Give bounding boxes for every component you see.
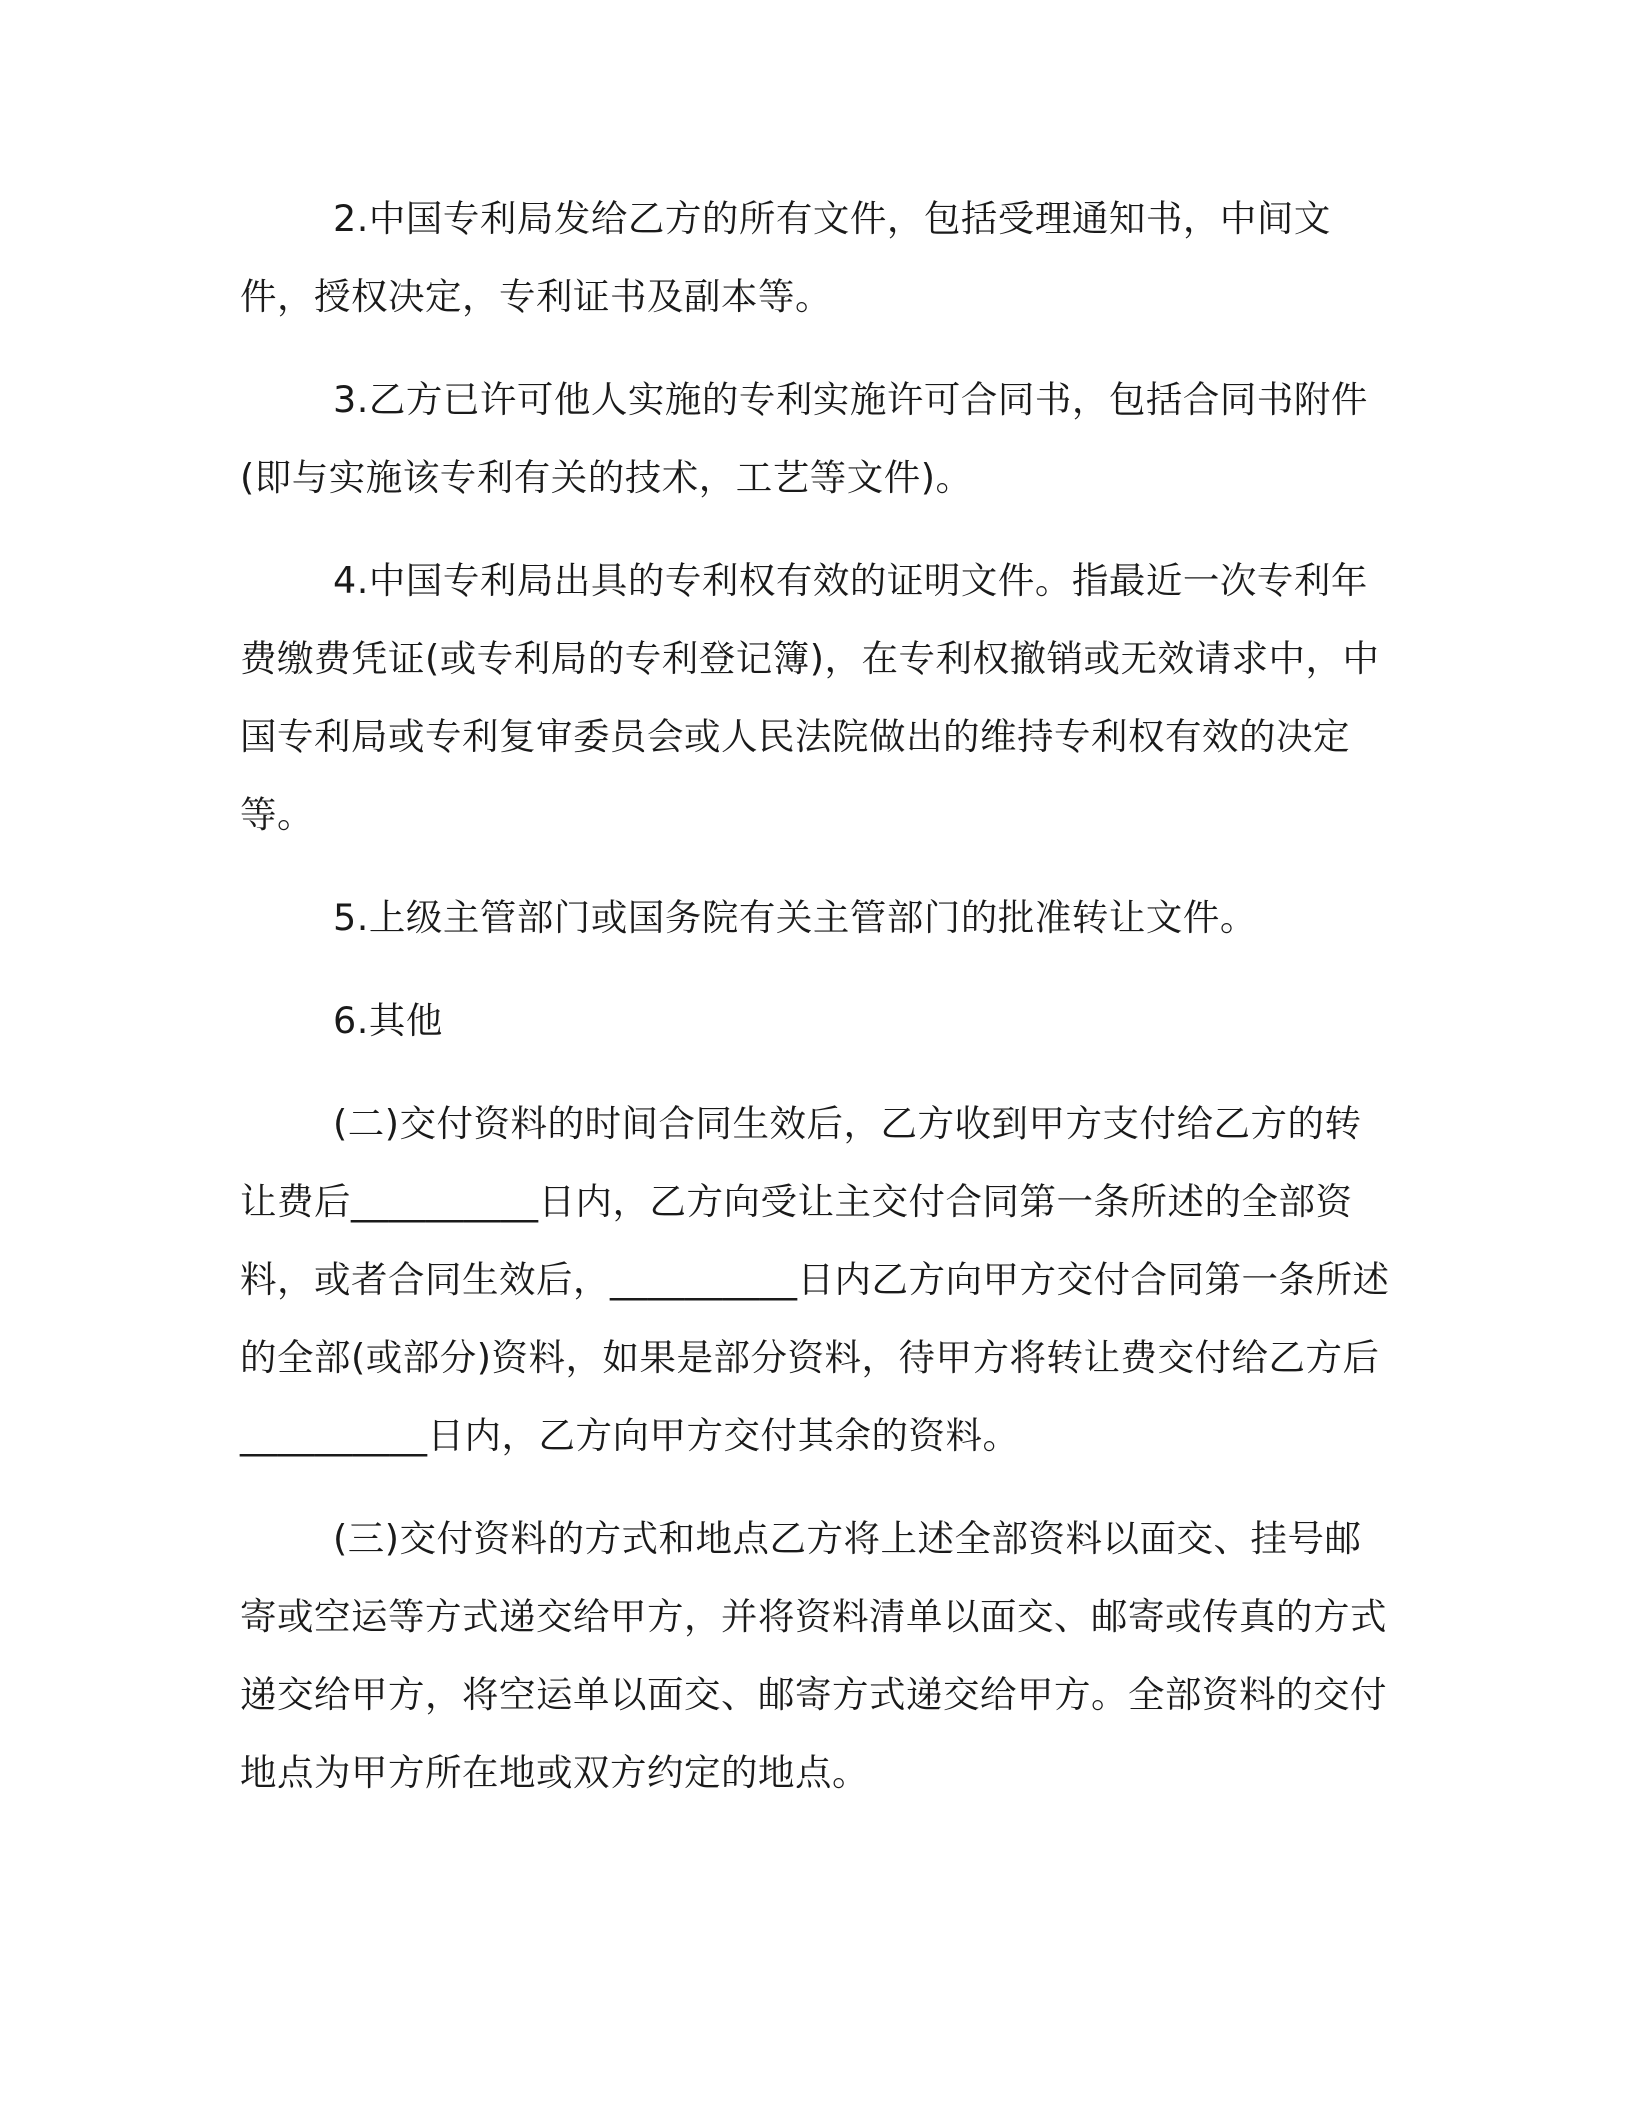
paragraph-item-4: 4.中国专利局出具的专利权有效的证明文件。指最近一次专利年费缴费凭证(或专利局的专利登记簿)，在专利权撤销或无效请求中，中国专利局或专利复审委员会或人民法院做出的维持专利权有效的决定等。 <box>240 559 1380 836</box>
paragraph-delivery-method: (三)交付资料的方式和地点乙方将上述全部资料以面交、挂号邮寄或空运等方式递交给甲方，并将资料清单以面交、邮寄或传真的方式递交给甲方，将空运单以面交、邮寄方式递交给甲方。全部资料的交付地点为甲方所在地或双方约定的地点。 <box>240 1517 1387 1794</box>
paragraph-delivery-time: (二)交付资料的时间合同生效后，乙方收到甲方支付给乙方的转让费后__________日内，乙方向受让主交付合同第一条所述的全部资料，或者合同生效后，__________日内乙方向甲方交付合同第一条所述的全部(或部分)资料，如果是部分资料，待甲方将转让费交付给乙方后__________日内，乙方向甲方交付其余的资料。 <box>240 1102 1390 1457</box>
paragraph-item-5: 5.上级主管部门或国务院有关主管部门的批准转让文件。 <box>333 896 1257 939</box>
paragraph-item-3: 3.乙方已许可他人实施的专利实施许可合同书，包括合同书附件(即与实施该专利有关的技术，工艺等文件)。 <box>240 378 1368 499</box>
paragraph-item-6: 6.其他 <box>333 999 443 1042</box>
paragraph-item-2: 2.中国专利局发给乙方的所有文件，包括受理通知书，中间文件，授权决定，专利证书及副本等。 <box>240 197 1331 318</box>
